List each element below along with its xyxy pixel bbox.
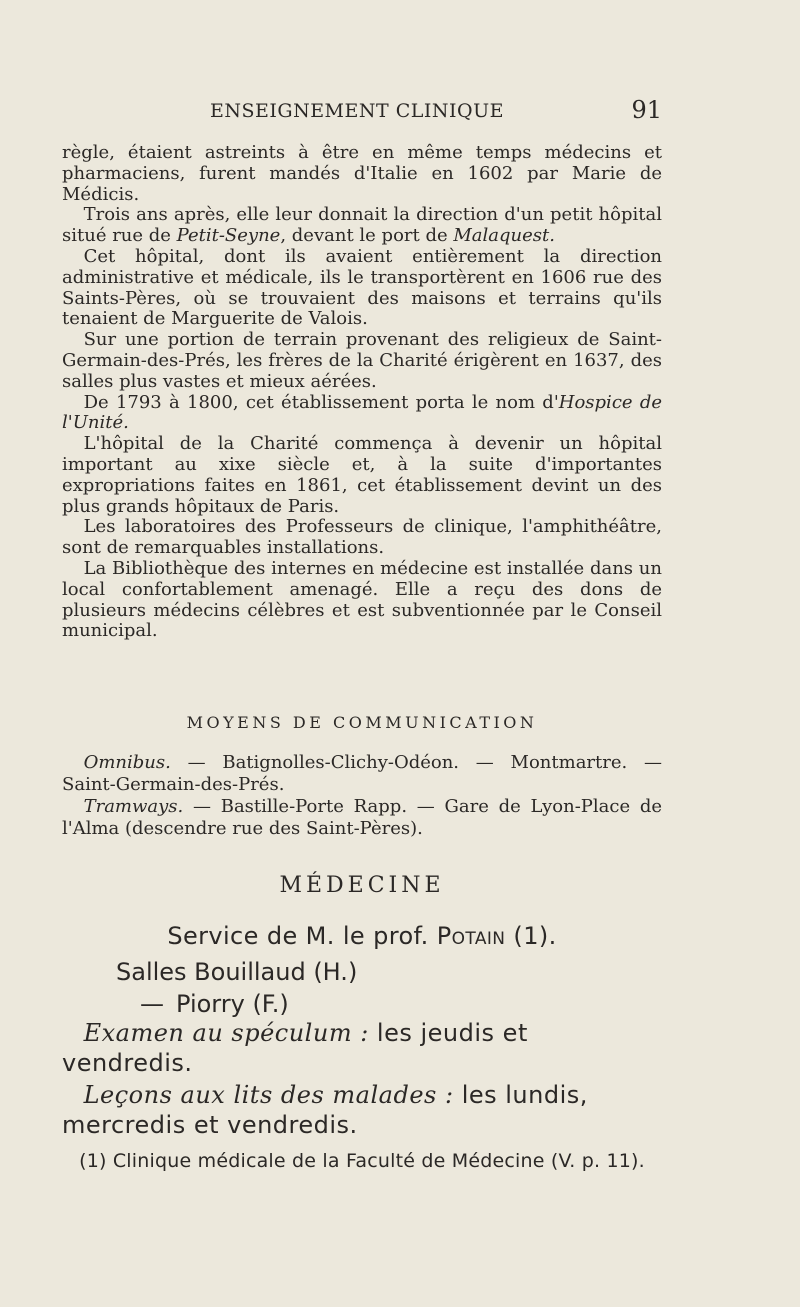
text-run: De 1793 à 1800, cet établissement porta le nom d' (83, 391, 559, 413)
lecons-schedule (62, 1080, 662, 1140)
exam-schedule (62, 1018, 662, 1078)
paragraph: Les laboratoires des Professeurs de clinique, l'amphithéâtre, sont de remarquables installations. (62, 516, 662, 559)
paragraph (62, 205, 662, 247)
place-name: Malaquest. (453, 225, 555, 247)
omnibus-routes: — Batignolles-Clichy-Odéon. — Montmartre. — Saint-Germain-des-Prés. (62, 752, 662, 795)
footnote: (1) Clinique médicale de la Faculté de Médecine (V. p. 11). (79, 1150, 645, 1172)
street-name: Petit-Seyne (176, 225, 281, 247)
running-title: ENSEIGNEMENT CLINIQUE (210, 100, 504, 122)
schedule (62, 1018, 662, 1142)
lecons-label: Leçons aux lits des malades : (83, 1081, 454, 1109)
communication-heading: MOYENS DE COMMUNICATION (186, 713, 538, 732)
ditto-dash: — (140, 990, 164, 1018)
lecons-days: les lundis, mercredis et vendredis. (62, 1081, 588, 1139)
service-title (62, 922, 662, 950)
footnote-ref: (1). (505, 922, 557, 950)
ward-piorry (116, 988, 357, 1020)
paragraph: L'hôpital de la Charité commença à devenir un hôpital important au xixe siècle et, à la suite d'importantes expropriations faites en 1861, cet établissement devint un des plus grands hôpitaux de Paris. (62, 433, 662, 517)
communication-section (62, 752, 662, 840)
tramways-line (62, 796, 662, 840)
wards (116, 956, 357, 1020)
service-prefix: Service de M. le prof. (167, 922, 437, 950)
history-text (62, 143, 662, 642)
tramways-routes: — Bastille-Porte Rapp. — Gare de Lyon-Place de l'Alma (descendre rue des Saint-Pères). (62, 796, 662, 839)
text-run: Trois ans après, elle leur donnait la direction d'un petit hôpital situé rue de (62, 204, 662, 247)
tramways-label: Tramways. (83, 796, 184, 817)
medecine-heading: MÉDECINE (279, 873, 445, 898)
exam-label: Examen au spéculum : (83, 1019, 369, 1047)
paragraph: Cet hôpital, dont ils avaient entièrement la direction administrative et médicale, ils le transportèrent en 1606 rue des Saints-Pères, où se trouvaient des maisons et terrains qu'ils tenaient de Marguerite de Valois. (62, 245, 662, 330)
text-run: , devant le port de (280, 225, 454, 247)
exam-days: les jeudis et vendredis. (62, 1019, 528, 1077)
ward-bouillaud: Salles Bouillaud (H.) (116, 958, 358, 986)
paragraph: La Bibliothèque des internes en médecine est installée dans un local confortablement amenagé. Elle a reçu des dons de plusieurs médecins célèbres et est subventionnée par le Conseil municipal. (62, 557, 662, 642)
ward-piorry-label: Piorry (F.) (176, 990, 289, 1018)
paragraph: règle, étaient astreints à être en même temps médecins et pharmaciens, furent mandés d'Italie en 1602 par Marie de Médicis. (62, 142, 662, 205)
running-head (62, 96, 662, 130)
professor-name: Potain (436, 922, 506, 950)
omnibus-line (62, 752, 662, 796)
paragraph: Sur une portion de terrain provenant des religieux de Saint-Germain-des-Prés, les frères de la Charité érigèrent en 1637, des salles plus vastes et mieux aérées. (62, 329, 662, 392)
page-number: 91 (631, 96, 662, 124)
hospice-name: Hospice de l'Unité. (62, 391, 662, 434)
paragraph (62, 393, 662, 435)
omnibus-label: Omnibus. (83, 752, 171, 773)
